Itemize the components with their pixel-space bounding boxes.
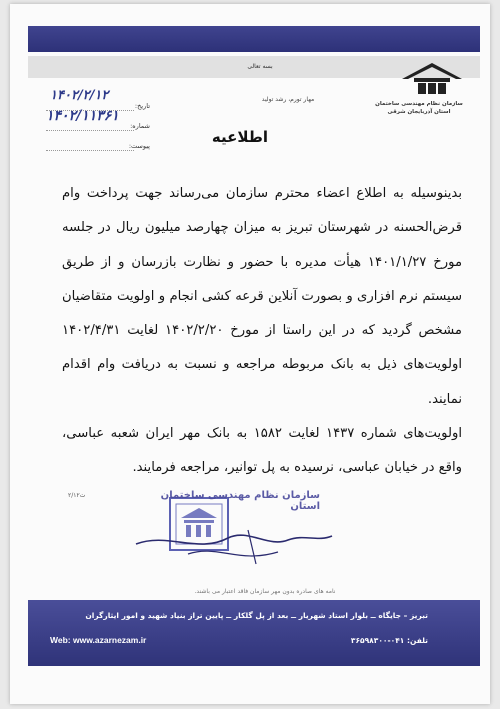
- footer-note: نامه های صادره بدون مهر سازمان فاقد اعتبار می باشند.: [194, 588, 336, 595]
- header-band: [28, 26, 480, 52]
- org-logo-icon: [400, 61, 464, 95]
- paragraph-1: بدینوسیله به اطلاع اعضاء محترم سازمان می‌رساند جهت پرداخت وام قرض‌الحسنه در شهرستان تبریز به میزان چهارصد میلیون ریال در جلسه مورخ ۱۴۰۱/۱/۲۷ هیأت مدیره با حضور و نظارت بازرسان و از طریق سیستم نرم افزاری و بصورت آنلاین قرعه کشی انجام و اولویت متقاضیان مشخص گردید که در این راستا از مورخ ۱۴۰۲/۲/۲۰ لغایت ۱۴۰۲/۴/۳۱ اولویت‌های ذیل به بانک مربوطه مراجعه و نسبت به دریافت وام اقدام نمایند.: [62, 186, 463, 407]
- footer-phone: تلفن: ۰۴۱-۳۶۵۹۸۳۰۰: [350, 636, 428, 645]
- footer-address: تبریز – جایگاه ــ بلوار استاد شهریار ــ بعد از پل گلکار ــ پایین تراز بنیاد شهید و امور ایثارگران: [85, 611, 428, 620]
- footer-band: [28, 600, 480, 666]
- date-value: ۱۴۰۲/۲/۱۲: [50, 88, 109, 103]
- number-label: شماره:: [130, 122, 150, 130]
- attachment-line: [46, 150, 134, 151]
- attachment-label: پیوست:: [128, 142, 150, 150]
- page-title: اطلاعیه: [211, 128, 269, 146]
- number-line: [46, 130, 134, 131]
- date-label: تاریخ:: [134, 102, 150, 110]
- announcement-body: [62, 177, 462, 486]
- reference-mark: ۲/۱۲ت: [68, 492, 86, 499]
- stamp-text: سازمان نظام مهندسی ساختمان استان: [160, 490, 320, 512]
- paragraph-2: اولویت‌های شماره ۱۴۳۷ لغایت ۱۵۸۲ به بانک مهر ایران شعبه عباسی، واقع در خیابان عباسی، نرسیده به پل توانیر، مراجعه فرمایند.: [62, 426, 462, 476]
- number-value: ۱۴۰۲/۱۱۳۶۱: [46, 108, 119, 124]
- signature-icon: [128, 524, 338, 570]
- footer-website: Web: www.azarnezam.ir: [50, 635, 147, 645]
- slogan: مهار تورم، رشد تولید: [261, 96, 315, 103]
- org-name: سازمان نظام مهندسی ساختمان استان آذربایجان شرقی: [375, 101, 463, 115]
- letter-page: [10, 4, 490, 704]
- basmala: بسه تعالی: [247, 63, 273, 70]
